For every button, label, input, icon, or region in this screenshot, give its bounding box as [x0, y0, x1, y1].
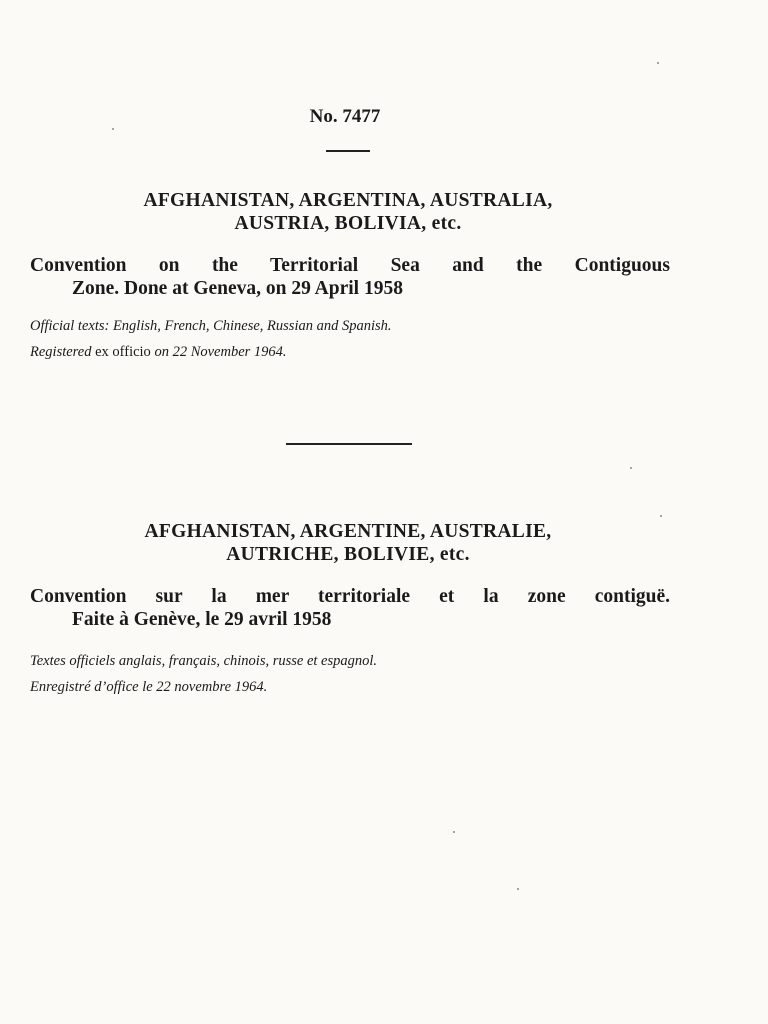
french-title-line1: Convention sur la mer territoriale et la zone contiguë. [30, 586, 670, 607]
english-title-line1: Convention on the Territorial Sea and the Contiguous [30, 255, 670, 276]
english-registered-prefix: Registered [30, 344, 92, 360]
french-title-line2: Faite à Genève, le 29 avril 1958 [72, 609, 332, 630]
scan-speck [453, 831, 455, 833]
french-registered: Enregistré d’office le 22 novembre 1964. [30, 679, 268, 695]
english-title [30, 254, 670, 300]
section-divider [286, 443, 412, 445]
english-meta [30, 313, 650, 365]
english-registered [30, 339, 650, 365]
french-title [30, 585, 670, 631]
scan-speck [660, 515, 662, 517]
scan-speck [630, 467, 632, 469]
scan-speck [657, 62, 659, 64]
english-title-line2: Zone. Done at Geneva, on 29 April 1958 [72, 278, 403, 299]
french-parties-line2: AUTRICHE, BOLIVIE, etc. [226, 544, 470, 565]
french-parties [0, 520, 696, 566]
scan-speck [517, 888, 519, 890]
french-meta [30, 648, 650, 700]
english-registered-exofficio: ex officio [95, 344, 151, 360]
english-parties [0, 189, 696, 235]
scan-speck [112, 128, 114, 130]
english-parties-line1: AFGHANISTAN, ARGENTINA, AUSTRALIA, [143, 190, 553, 211]
english-registered-suffix: on 22 November 1964. [154, 344, 287, 360]
english-parties-line2: AUSTRIA, BOLIVIA, etc. [234, 213, 462, 234]
short-divider [326, 150, 370, 152]
document-number: No. 7477 [309, 106, 381, 127]
french-official-texts: Textes officiels anglais, français, chinois, russe et espagnol. [30, 653, 378, 669]
english-official-texts: Official texts: English, French, Chinese, Russian and Spanish. [30, 318, 392, 334]
french-parties-line1: AFGHANISTAN, ARGENTINE, AUSTRALIE, [144, 521, 552, 542]
